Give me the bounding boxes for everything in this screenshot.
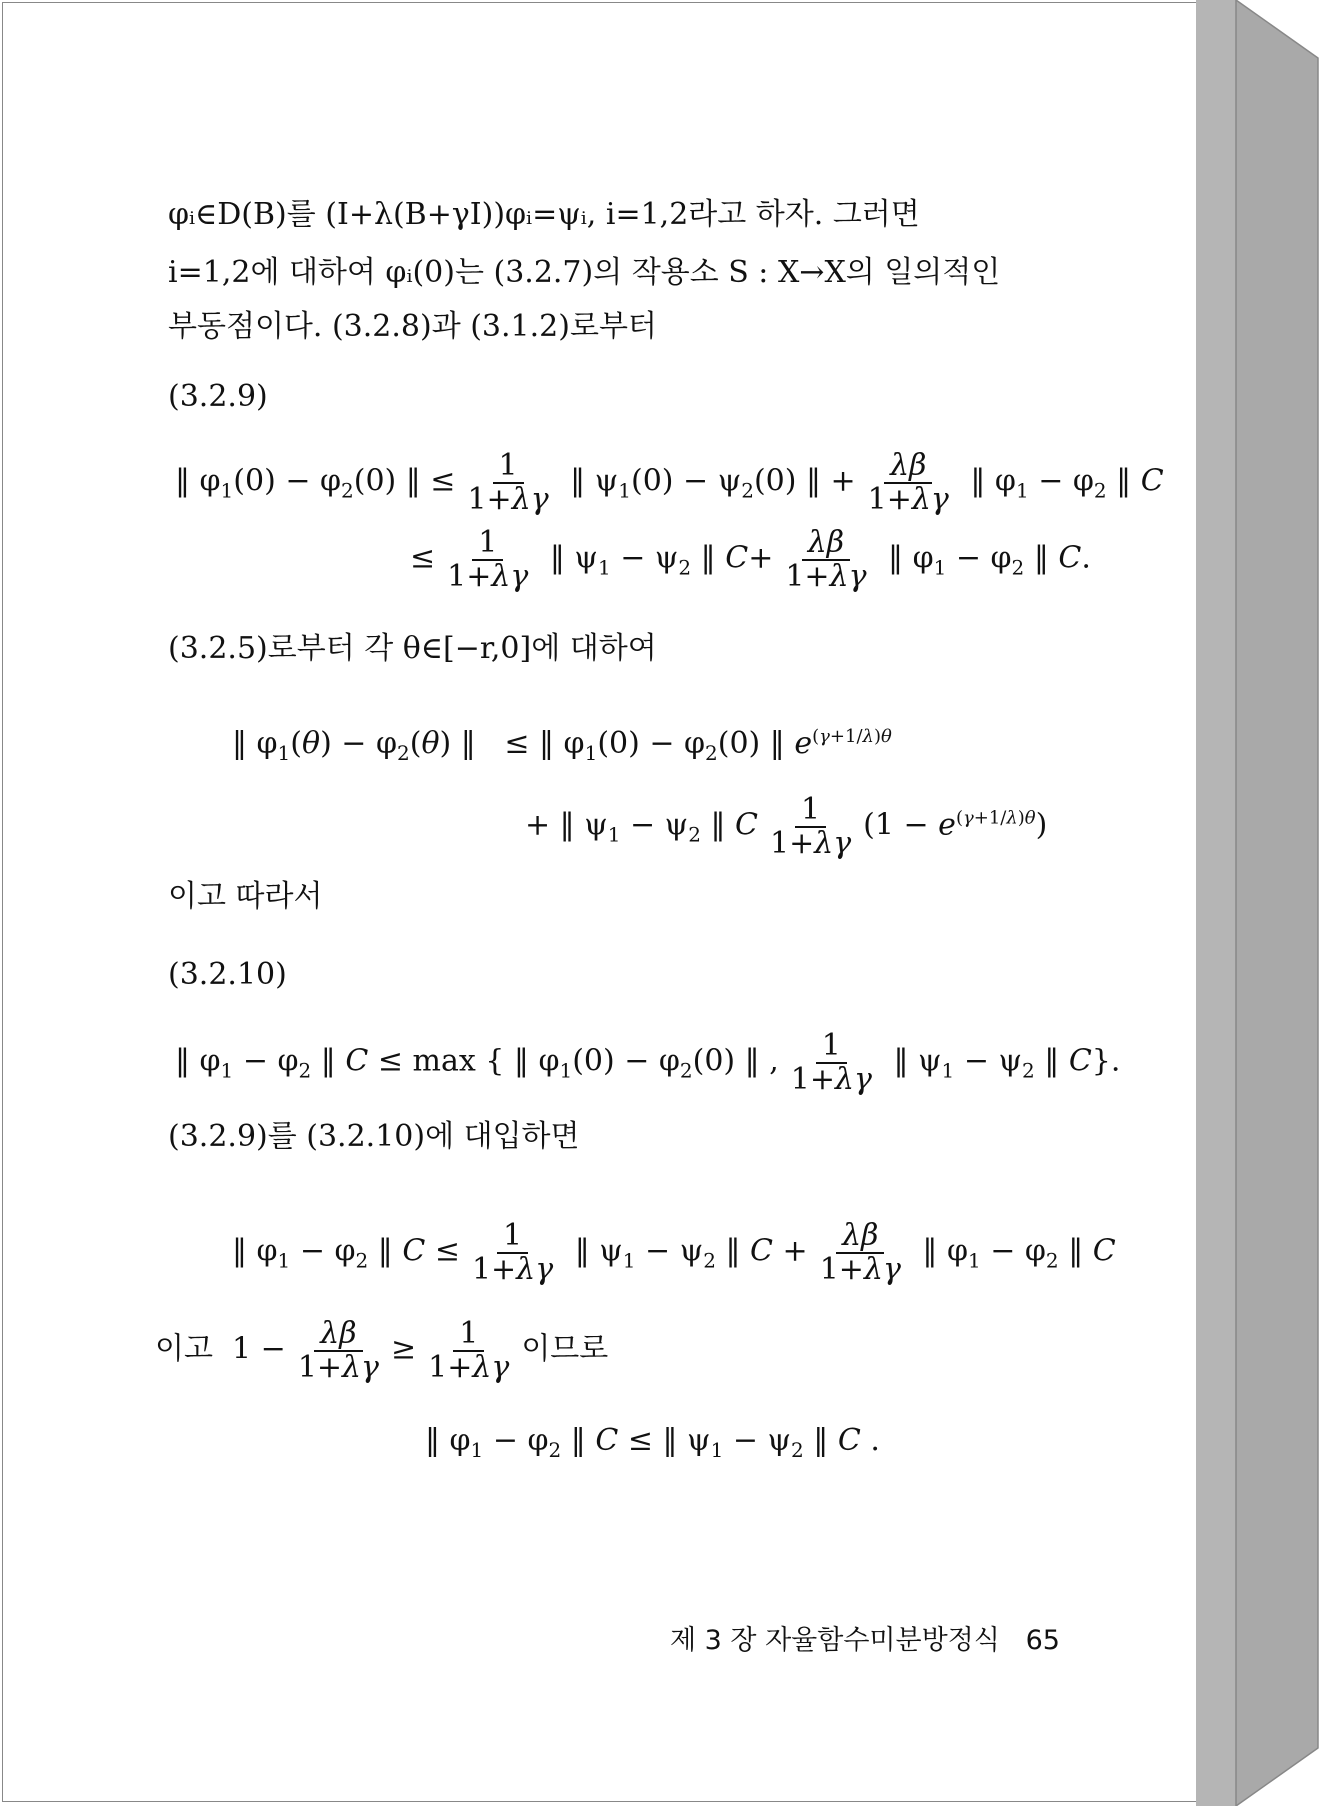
equation-final: ‖ $\varphi_1 - \varphi_2$ ‖ C ≤ ‖ $\psi_1 - \psi_2$ ‖ C .	[425, 1423, 880, 1462]
since-prefix: 이고	[155, 1331, 213, 1367]
since-line: 이고 1 − $\frac{\lambda\beta}{1+\lambda\gamma}$ ≥ $\frac{1}{1+\lambda\gamma}$ 이므로	[155, 1316, 609, 1385]
since-suffix: 이므로	[521, 1331, 609, 1367]
equation-3-2-9-line1: ‖ $\varphi_1(0) - \varphi_2(0)$ ‖ ≤ $\frac{1}{1+\lambda\gamma}$ ‖ $\psi_1(0) - \psi_2(0)$ ‖ + $\frac{\lambda\beta}{1+\lambda\gamma}$ ‖ $\varphi_1 - \varphi_2$ ‖ C	[175, 448, 1164, 517]
text-line-4: (3.2.5)로부터 각 θ∈[−r,0]에 대하여	[168, 631, 657, 666]
text-line-5: 이고 따라서	[168, 879, 323, 914]
text-line-2: i=1,2에 대하여 φᵢ(0)는 (3.2.7)의 작용소 S : X→X의 일의적인	[168, 255, 1001, 290]
equation-substituted: ‖ $\varphi_1 - \varphi_2$ ‖ C ≤ $\frac{1}{1+\lambda\gamma}$ ‖ $\psi_1 - \psi_2$ ‖ C + $\frac{\lambda\beta}{1+\lambda\gamma}$ ‖ $\varphi_1 - \varphi_2$ ‖ C	[232, 1218, 1116, 1287]
page-number: 65	[1025, 1625, 1060, 1656]
page-footer	[670, 1618, 1060, 1657]
text-line-1: φᵢ∈D(B)를 (I+λ(B+γI))φᵢ=ψᵢ, i=1,2라고 하자. 그러면	[168, 197, 920, 232]
text-line-3: 부동점이다. (3.2.8)과 (3.1.2)로부터	[168, 309, 657, 344]
inequality-theta-line2: + ‖ $\psi_1 - \psi_2$ ‖ C $\frac{1}{1+\lambda\gamma}$ $(1 - e^{(\gamma+1/\lambda)\theta})$	[525, 792, 1048, 861]
book-edge-shadow	[1196, 0, 1325, 1806]
equation-3-2-9-line2: ≤ $\frac{1}{1+\lambda\gamma}$ ‖ $\psi_1 - \psi_2$ ‖ C+ $\frac{\lambda\beta}{1+\lambda\gamma}$ ‖ $\varphi_1 - \varphi_2$ ‖ C.	[410, 525, 1091, 594]
chapter-title: 제 3 장 자율함수미분방정식	[670, 1625, 1000, 1656]
equation-label-2: (3.2.10)	[168, 957, 287, 992]
equation-3-2-10: ‖ $\varphi_1 - \varphi_2$ ‖ C ≤ max { ‖ $\varphi_1(0) - \varphi_2(0)$ ‖ , $\frac{1}{1+\lambda\gamma}$ ‖ $\psi_1 - \psi_2$ ‖ C}.	[175, 1028, 1121, 1097]
text-line-6: (3.2.9)를 (3.2.10)에 대입하면	[168, 1119, 580, 1154]
equation-label: (3.2.9)	[168, 379, 268, 414]
inequality-theta-line1: ‖ $\varphi_1(\theta) - \varphi_2(\theta)$ ‖ ≤ ‖ $\varphi_1(0) - \varphi_2(0)$ ‖ $e^{(\gamma+1/\lambda)\theta}$	[232, 726, 892, 765]
